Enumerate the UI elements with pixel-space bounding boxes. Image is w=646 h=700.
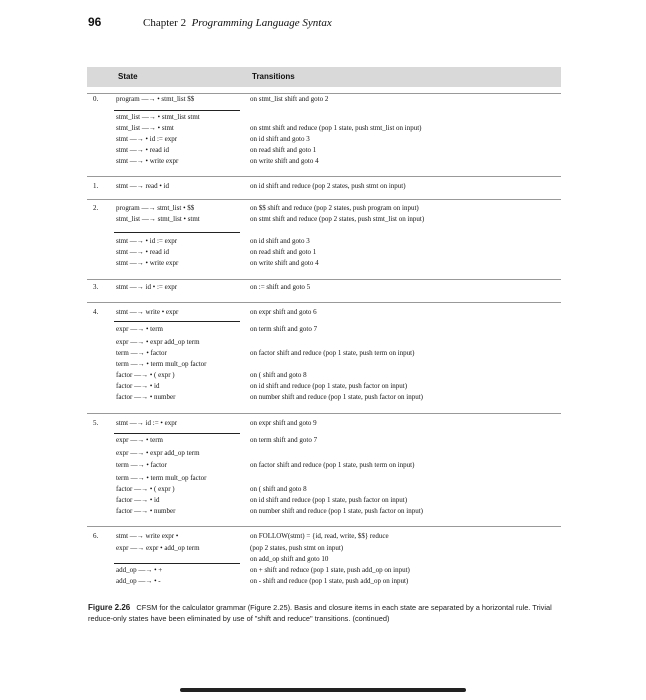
transition-text: on id shift and goto 3: [250, 237, 310, 245]
state-number: 2.: [93, 204, 99, 212]
running-header: [143, 17, 332, 29]
item-production: add_op —→ • -: [116, 577, 161, 585]
state-divider: [87, 526, 561, 527]
transitions-column-header: Transitions: [252, 72, 295, 81]
item-production: stmt —→ id := • expr: [116, 419, 178, 427]
chapter-label: Chapter 2: [143, 17, 187, 29]
transition-text: on ( shift and goto 8: [250, 371, 307, 379]
basis-closure-rule: [114, 110, 240, 111]
page-number: 96: [88, 15, 102, 29]
item-production: stmt_list —→ • stmt: [116, 124, 174, 132]
item-production: expr —→ • expr add_op term: [116, 449, 200, 457]
state-divider: [87, 93, 561, 94]
transition-text: on id shift and reduce (pop 2 states, push stmt on input): [250, 182, 406, 190]
item-production: program —→ stmt_list • $$: [116, 204, 195, 212]
transition-text: on write shift and goto 4: [250, 259, 319, 267]
basis-closure-rule: [114, 232, 240, 233]
basis-closure-rule: [114, 321, 240, 322]
chapter-title: Programming Language Syntax: [191, 17, 332, 29]
state-number: 0.: [93, 95, 99, 103]
transition-text: on read shift and goto 1: [250, 146, 317, 154]
transition-text: on factor shift and reduce (pop 1 state, push term on input): [250, 461, 415, 469]
state-number: 1.: [93, 182, 99, 190]
figure-label: Figure 2.26: [88, 603, 131, 612]
item-production: program —→ • stmt_list $$: [116, 95, 195, 103]
transition-text: on stmt shift and reduce (pop 2 states, push stmt_list on input): [250, 215, 425, 223]
state-divider: [87, 413, 561, 414]
item-production: factor —→ • number: [116, 393, 176, 401]
transition-text: on expr shift and goto 9: [250, 419, 317, 427]
item-production: stmt —→ • write expr: [116, 157, 179, 165]
item-production: term —→ • factor: [116, 461, 167, 469]
state-number: 6.: [93, 532, 99, 540]
item-production: stmt —→ id • := expr: [116, 283, 178, 291]
item-production: stmt —→ • read id: [116, 248, 169, 256]
item-production: stmt —→ write • expr: [116, 308, 179, 316]
item-production: factor —→ • id: [116, 496, 160, 504]
state-number: 4.: [93, 308, 99, 316]
transition-text: on id shift and reduce (pop 1 state, push factor on input): [250, 496, 408, 504]
item-production: stmt_list —→ stmt_list • stmt: [116, 215, 200, 223]
item-production: stmt —→ write expr •: [116, 532, 179, 540]
state-number: 3.: [93, 283, 99, 291]
transition-text: on stmt shift and reduce (pop 1 state, push stmt_list on input): [250, 124, 422, 132]
state-column-header: State: [118, 72, 138, 81]
item-production: stmt_list —→ • stmt_list stmt: [116, 113, 200, 121]
transition-text: on write shift and goto 4: [250, 157, 319, 165]
transition-text: on + shift and reduce (pop 1 state, push add_op on input): [250, 566, 410, 574]
transition-text: on term shift and goto 7: [250, 436, 318, 444]
state-number: 5.: [93, 419, 99, 427]
item-production: factor —→ • id: [116, 382, 160, 390]
transition-text: on number shift and reduce (pop 1 state, push factor on input): [250, 507, 424, 515]
transition-text: on term shift and goto 7: [250, 325, 318, 333]
transition-text: on id shift and reduce (pop 1 state, push factor on input): [250, 382, 408, 390]
transition-text: on expr shift and goto 6: [250, 308, 317, 316]
transition-text: on id shift and goto 3: [250, 135, 310, 143]
item-production: term —→ • factor: [116, 349, 167, 357]
item-production: factor —→ • number: [116, 507, 176, 515]
item-production: stmt —→ • write expr: [116, 259, 179, 267]
transition-text: on - shift and reduce (pop 1 state, push add_op on input): [250, 577, 409, 585]
item-production: expr —→ expr • add_op term: [116, 544, 200, 552]
item-production: factor —→ • ( expr ): [116, 485, 175, 493]
transition-text: on read shift and goto 1: [250, 248, 317, 256]
item-production: stmt —→ • read id: [116, 146, 169, 154]
item-production: add_op —→ • +: [116, 566, 163, 574]
item-production: stmt —→ read • id: [116, 182, 169, 190]
transition-text: (pop 2 states, push stmt on input): [250, 544, 344, 552]
basis-closure-rule: [114, 563, 240, 564]
transition-text: on $$ shift and reduce (pop 2 states, push program on input): [250, 204, 419, 212]
item-production: term —→ • term mult_op factor: [116, 360, 207, 368]
state-divider: [87, 176, 561, 177]
figure-caption: [88, 602, 563, 624]
transition-text: on FOLLOW(stmt) = {id, read, write, $$} reduce: [250, 532, 389, 540]
state-divider: [87, 199, 561, 200]
item-production: expr —→ • term: [116, 325, 163, 333]
transition-text: on stmt_list shift and goto 2: [250, 95, 329, 103]
caption-text: CFSM for the calculator grammar (Figure 2.25). Basis and closure items in each state are separated by a horizontal rule. Trivial reduce-only states have been eliminated by use of "shift and reduce" transitions. (continued): [88, 603, 552, 623]
transition-text: on number shift and reduce (pop 1 state, push factor on input): [250, 393, 424, 401]
transition-text: on := shift and goto 5: [250, 283, 311, 291]
transition-text: on add_op shift and goto 10: [250, 555, 329, 563]
transition-text: on ( shift and goto 8: [250, 485, 307, 493]
item-production: expr —→ • expr add_op term: [116, 338, 200, 346]
item-production: expr —→ • term: [116, 436, 163, 444]
state-divider: [87, 302, 561, 303]
item-production: term —→ • term mult_op factor: [116, 474, 207, 482]
table-header-band: [87, 67, 561, 87]
transition-text: on factor shift and reduce (pop 1 state, push term on input): [250, 349, 415, 357]
state-divider: [87, 279, 561, 280]
item-production: stmt —→ • id := expr: [116, 237, 178, 245]
item-production: stmt —→ • id := expr: [116, 135, 178, 143]
item-production: factor —→ • ( expr ): [116, 371, 175, 379]
scrollbar-thumb[interactable]: [180, 688, 466, 692]
basis-closure-rule: [114, 433, 240, 434]
